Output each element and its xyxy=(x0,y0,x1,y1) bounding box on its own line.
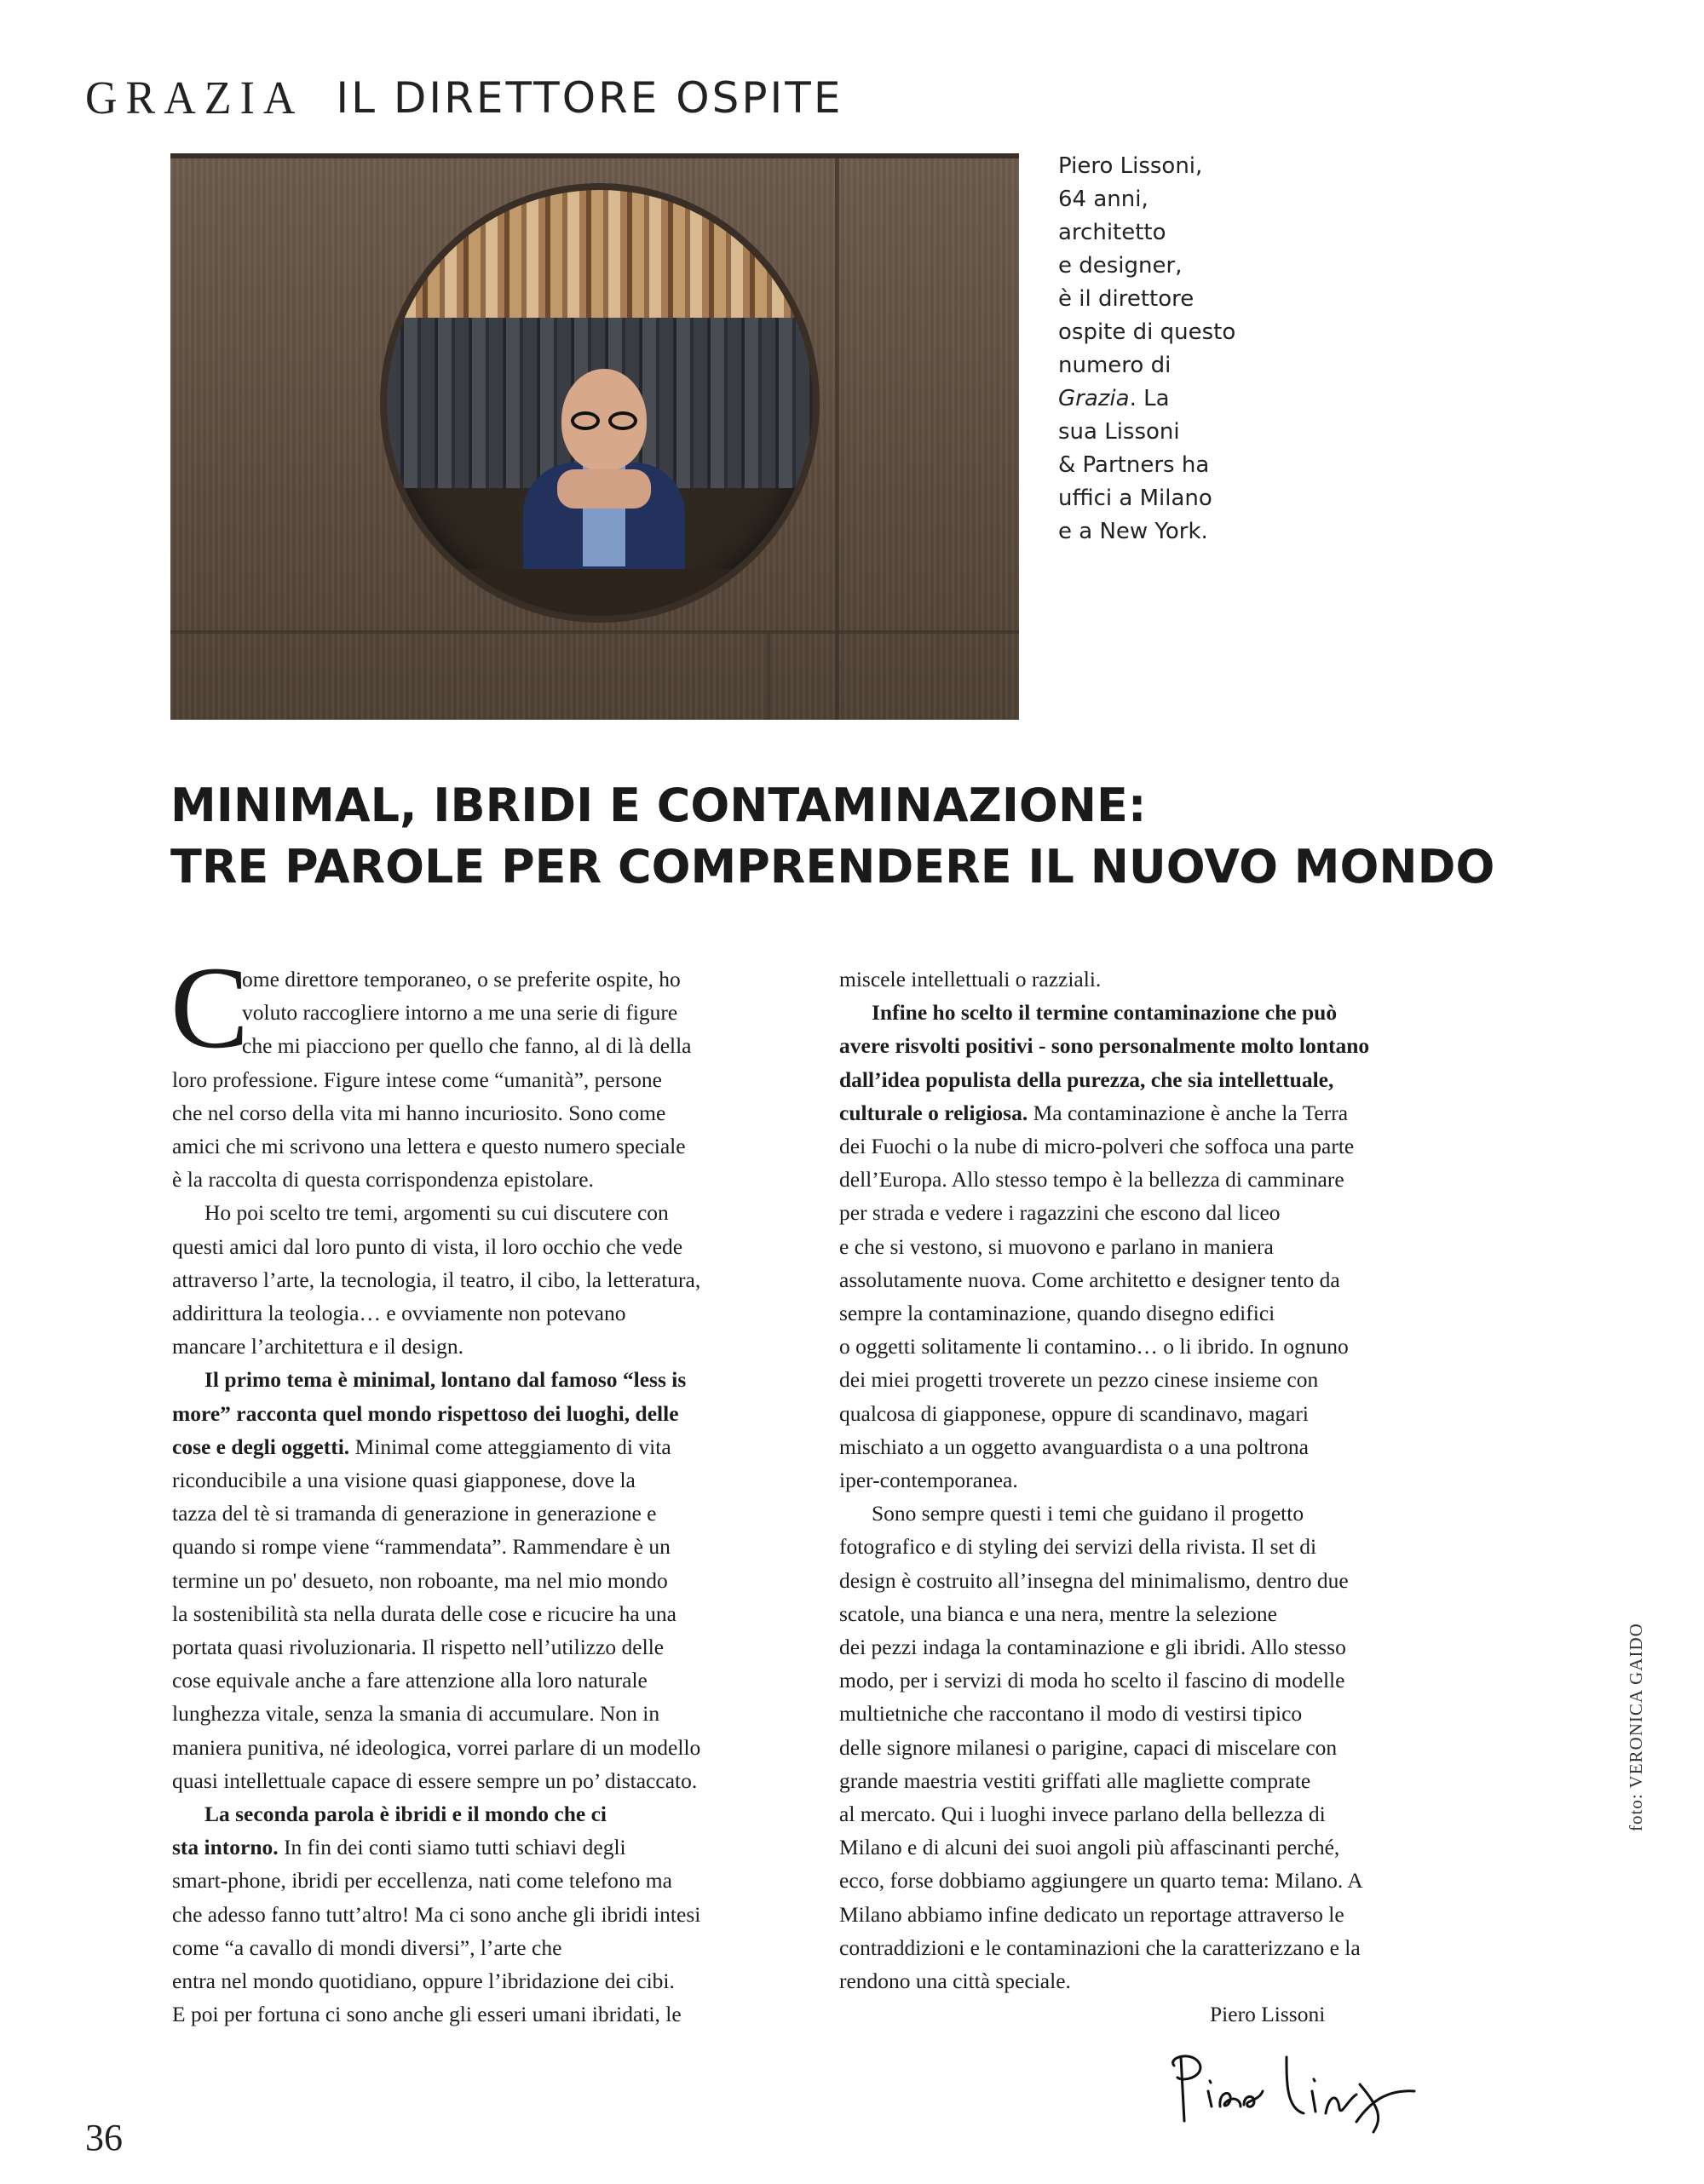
handwritten-signature xyxy=(1159,2040,1431,2142)
round-window xyxy=(380,183,820,623)
panel-seam xyxy=(835,153,839,720)
article-headline: MINIMAL, IBRIDI E CONTAMINAZIONE: TRE PAROLE PER COMPRENDERE IL NUOVO MONDO xyxy=(170,779,1495,894)
photo-credit: foto: VERONICA GAIDO xyxy=(1626,1623,1646,1831)
photo-caption: Piero Lissoni, 64 anni, architetto e designer, è il direttore ospite di questo numero di Grazia. La sua Lissoni & Partners ha uffici a Milano e a New York. xyxy=(1058,153,1236,544)
drop-cap: C xyxy=(170,942,250,1072)
page-number: 36 xyxy=(85,2117,123,2158)
panel-seam xyxy=(767,630,770,720)
portrait-photo xyxy=(170,153,1019,720)
panel-seam xyxy=(170,153,1019,158)
magazine-logo: GRAZIA xyxy=(85,72,304,124)
section-title: IL DIRETTORE OSPITE xyxy=(336,73,843,123)
article-column-1: ome direttore temporaneo, o se preferite ospite, ho voluto raccogliere intorno a me una serie di figure che mi piacciono per quello che fanno, al di là della loro professione. Figure intese come “umanità”, persone che nel corso della vita mi hanno incuriosito. Sono come amici che mi scrivono una lettera e questo numero speciale è la raccolta di questa corrispondenza epistolare. Ho poi scelto tre temi, argomenti su cui discutere con questi amici dal loro punto di vista, il loro occhio che vede attraverso l’arte, la tecnologia, il teatro, il cibo, la letteratura, addirittura la teologia… e ovviamente non potevano mancare l’architettura e il design. Il primo tema è minimal, lontano dal famoso “less is more” racconta quel mondo rispettoso dei luoghi, delle cose e degli oggetti. Minimal come atteggiamento di vita riconducibile a una visione quasi giapponese, dove la tazza del tè si tramanda di generazione in generazione e quando si rompe viene “rammendata”. Rammendare è un termine un po' desueto, non roboante, ma nel mio mondo la sostenibilità sta nella durata delle cose e ricucire ha una portata quasi rivoluzionaria. Il rispetto nell’utilizzo delle cose equivale anche a fare attenzione alla loro naturale lunghezza vitale, senza la smania di accumulare. Non in maniera punitiva, né ideologica, vorrei parlare di un modello quasi intellettuale capace di essere sempre un po’ distaccato. La seconda parola è ibridi e il mondo che ci sta intorno. In fin dei conti siamo tutti schiavi degli smart-phone, ibridi per eccellenza, nati come telefono ma che adesso fanno tutt’altro! Ma ci sono anche gli ibridi intesi come “a cavallo di mondi diversi”, l’arte che entra nel mondo quotidiano, oppure l’ibridazione dei cibi. E poi per fortuna ci sono anche gli esseri umani ibridati, le xyxy=(172,967,701,2027)
page-header xyxy=(85,73,843,124)
article-column-2: miscele intellettuali o razziali. Infine ho scelto il termine contaminazione che può avere risvolti positivi - sono personalmente molto lontano dall’idea populista della purezza, che sia intellettuale, culturale o religiosa. Ma contaminazione è anche la Terra dei Fuochi o la nube di micro-polveri che soffoca una parte dell’Europa. Allo stesso tempo è la bellezza di camminare per strada e vedere i ragazzini che escono dal liceo e che si vestono, si muovono e parlano in maniera assolutamente nuova. Come architetto e designer tento da sempre la contaminazione, quando disegno edifici o oggetti solitamente li contamino… o li ibrido. In ognuno dei miei progetti troverete un pezzo cinese insieme con qualcosa di giapponese, oppure di scandinavo, magari mischiato a un oggetto avanguardista o a una poltrona iper-contemporanea. Sono sempre questi i temi che guidano il progetto fotografico e di styling dei servizi della rivista. Il set di design è costruito all’insegna del minimalismo, dentro due scatole, una bianca e una nera, mentre la selezione dei pezzi indaga la contaminazione e gli ibridi. Allo stesso modo, per i servizi di moda ho scelto il fascino di modelle multietniche che raccontano il modo di vestirsi tipico delle signore milanesi o parigine, capaci di miscelare con grande maestria vestiti griffati alle magliette comprate al mercato. Qui i luoghi invece parlano della bellezza di Milano e di alcuni dei suoi angoli più affascinanti perché, ecco, forse dobbiamo aggiungere un quarto tema: Milano. A Milano abbiamo infine dedicato un reportage attraverso le contraddizioni e le contaminazioni che la caratterizzano e la rendono una città speciale. xyxy=(839,967,1370,1994)
window-ledge xyxy=(387,569,813,616)
panel-seam xyxy=(170,630,1019,634)
author-name: Piero Lissoni xyxy=(1210,2002,1326,2026)
bookshelf-upper xyxy=(387,190,813,318)
